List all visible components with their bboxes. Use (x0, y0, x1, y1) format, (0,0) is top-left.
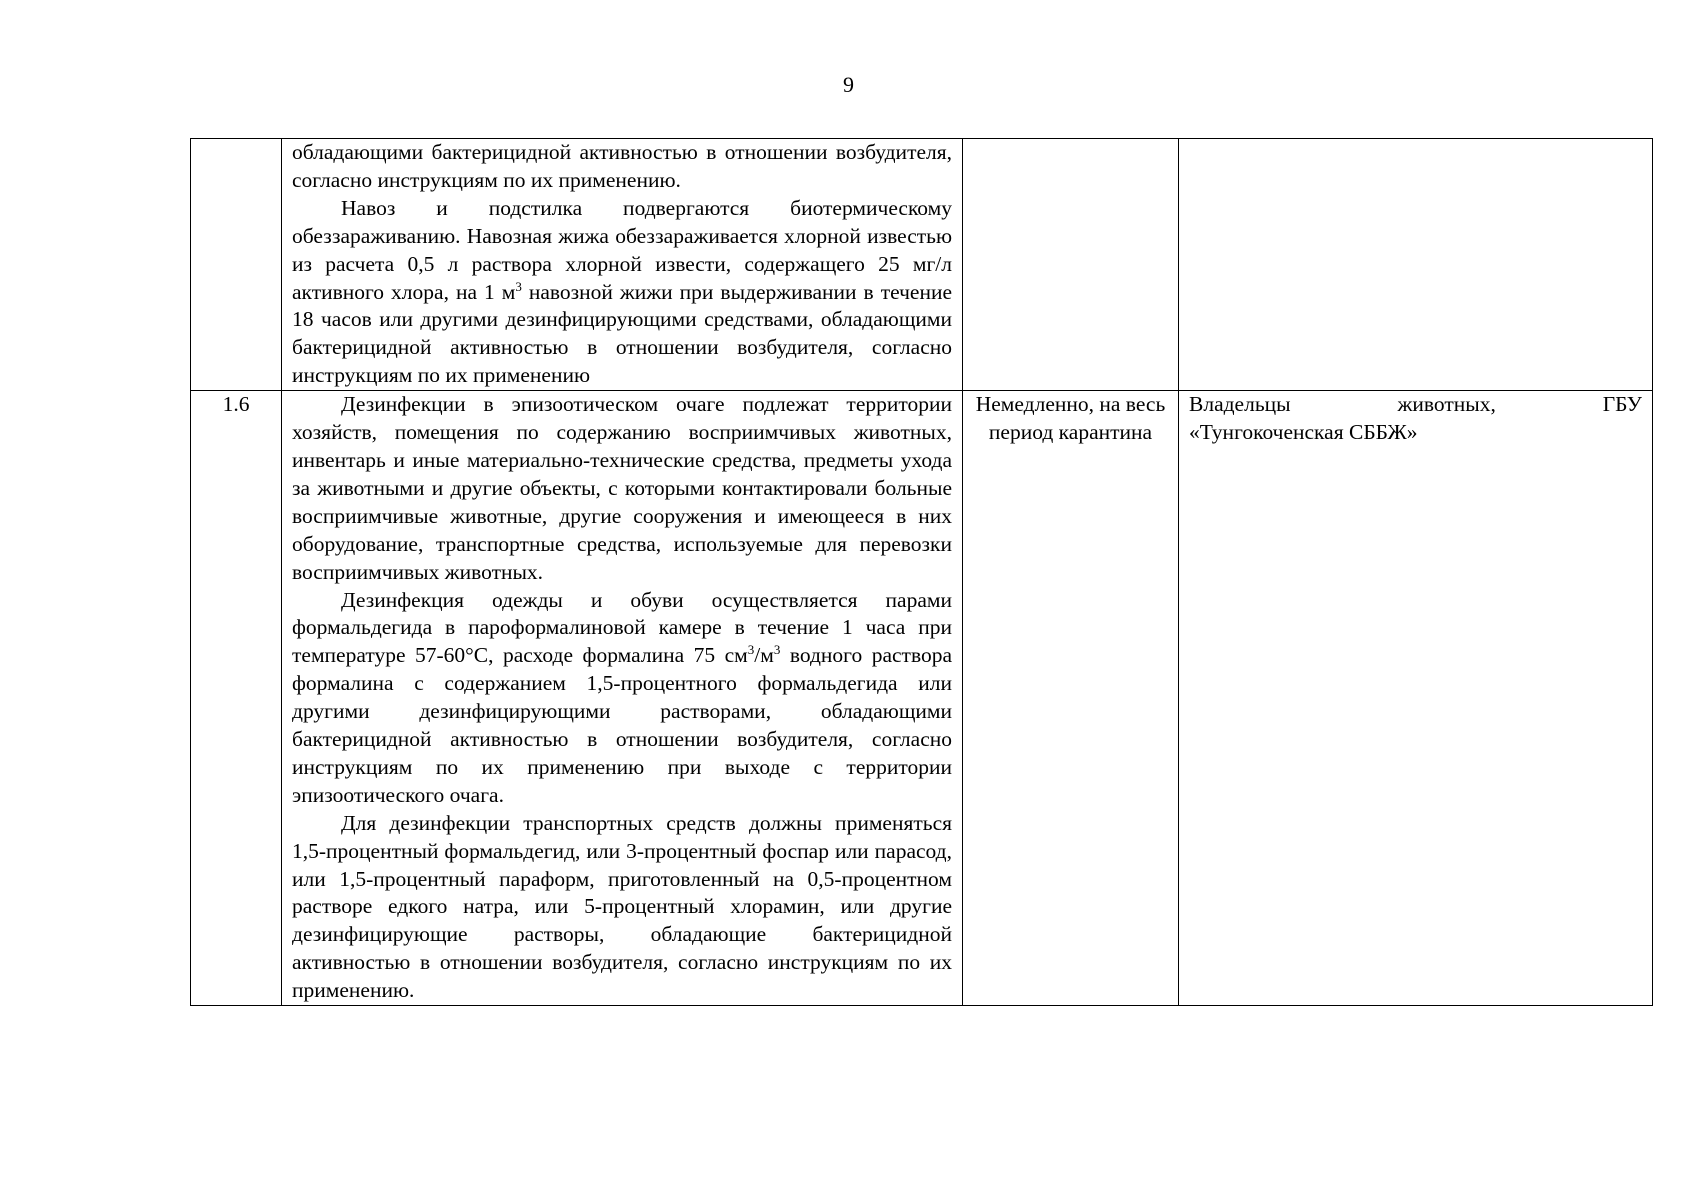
responsible-word: животных, (1397, 392, 1496, 417)
page-number: 9 (843, 72, 854, 97)
responsible-cell (1179, 139, 1653, 391)
row-number-cell (191, 139, 282, 391)
responsible-cell (1179, 391, 1653, 1006)
term-cell: Немедленно, на весь период карантина (963, 391, 1179, 1006)
paragraph-text: навозной жижи при выдерживании в течение 18 часов или другими дезинфицирующими средствами, обладающими бактерицидной активностью в отношении возбудителя, согласно инструкциям по их применению (292, 279, 953, 388)
responsible-organization: «Тунгокоченская СББЖ» (1189, 420, 1418, 445)
paragraph-text: Дезинфекция одежды и обуви осуществляется парами формальдегида в пароформалиновой камере в течение 1 часа при температуре 57-60°С, расходе формалина 75 см (292, 587, 952, 668)
measure-paragraph (292, 195, 952, 390)
superscript: 3 (515, 278, 522, 294)
measure-paragraph: Для дезинфекции транспортных средств должны применяться 1,5-процентный формальдегид, или 3-процентный фоспар или парасод, или 1,5-процентный параформ, приготовленный на 0,5-процентном растворе едкого натра, или 5-процентный хлорамин, или другие дезинфицирующие растворы, обладающие бактерицидной активностью в отношении возбудителя, согласно инструкциям по их применению. (292, 810, 952, 1003)
table-row-1-6 (191, 391, 1653, 1006)
measure-text-cell (282, 139, 963, 391)
responsible-word: Владельцы (1189, 392, 1291, 417)
measure-text-cell (282, 391, 963, 1006)
paragraph-text: /м (754, 643, 774, 668)
superscript: 3 (747, 642, 755, 658)
measure-paragraph: Дезинфекции в эпизоотическом очаге подлежат территории хозяйств, помещения по содержанию восприимчивых животных, инвентарь и иные материально-технические средства, предметы ухода за животными и другие объекты, с которыми контактировали больные восприимчивые животные, другие сооружения и имеющееся в них оборудование, транспортные средства, используемые для перевозки восприимчивых животных. (292, 392, 952, 584)
measure-paragraph: обладающими бактерицидной активностью в отношении возбудителя, согласно инструкциям по их применению. (292, 140, 952, 192)
measures-table (190, 138, 1653, 1006)
responsible-line (1189, 391, 1642, 419)
row-number-cell: 1.6 (191, 391, 282, 1006)
paragraph-text: Навоз и подстилка подвергаются биотермическому обеззараживанию. Навозная жижа обеззараживается хлорной известью из расчета 0,5 л раствора хлорной извести, содержащего 25 мг/л активного хлора, на 1 м (292, 195, 952, 304)
measure-paragraph (292, 587, 952, 810)
paragraph-text: водного раствора формалина с содержанием 1,5-процентного формальдегида или другими дезинфицирующими растворами, обладающими бактерицидной активностью в отношении возбудителя, согласно инструкциям по их применению при выходе с территории эпизоотического очага. (292, 643, 952, 807)
responsible-word: ГБУ (1602, 392, 1642, 417)
superscript: 3 (773, 642, 781, 658)
table-row-continued (191, 139, 1653, 391)
term-cell (963, 139, 1179, 391)
